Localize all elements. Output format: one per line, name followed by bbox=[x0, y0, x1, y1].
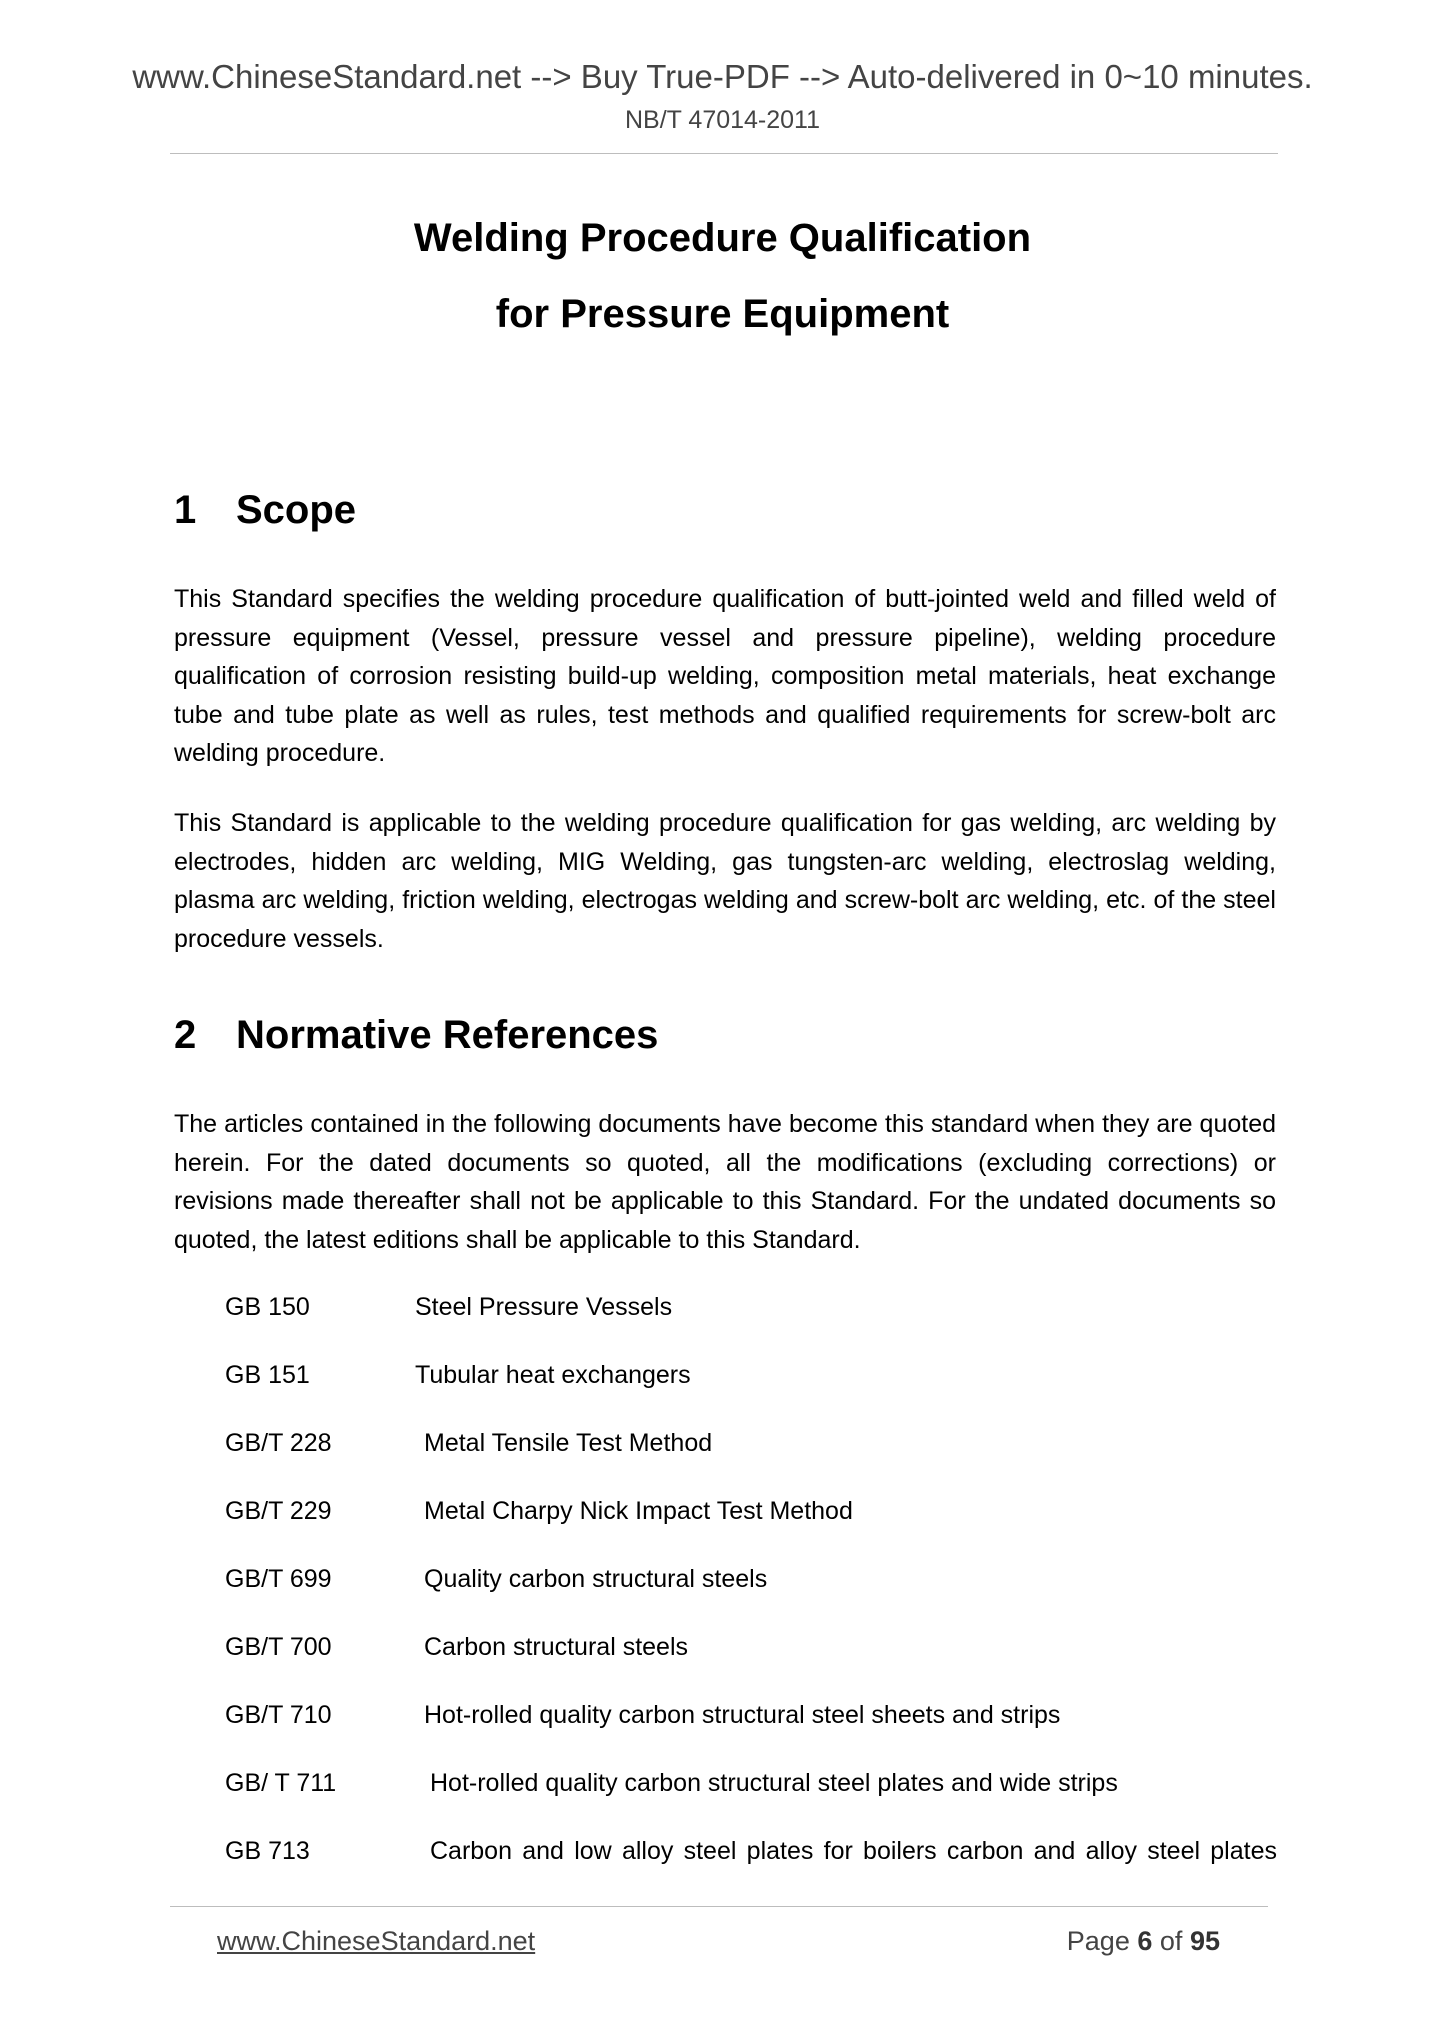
references-intro-paragraph: The articles contained in the following documents have become this standard when they are quoted herein. For the dated documents so quoted, all the modifications (excluding corrections) or revisions made thereafter shall not be applicable to this Standard. For the undated documents so quoted, the latest editions shall be applicable to this Standard. bbox=[174, 1110, 1276, 1254]
reference-item bbox=[225, 1630, 1277, 1664]
section-title: Scope bbox=[236, 488, 357, 532]
scope-paragraph-1: This Standard specifies the welding procedure qualification of butt-jointed weld and filled weld of pressure equipment (Vessel, pressure vessel and pressure pipeline), welding procedure qualification of corrosion resisting build-up welding, composition metal materials, heat exchange tube and tube plate as well as rules, test methods and qualified requirements for screw-bolt arc welding procedure. bbox=[174, 585, 1276, 767]
reference-title: Quality carbon structural steels bbox=[424, 1565, 768, 1593]
reference-title: Hot-rolled quality carbon structural steel sheets and strips bbox=[424, 1701, 1061, 1729]
document-number: NB/T 47014-2011 bbox=[624, 106, 821, 134]
reference-title: Metal Charpy Nick Impact Test Method bbox=[424, 1497, 853, 1525]
page-of: of bbox=[1159, 1926, 1183, 1956]
page-indicator bbox=[1067, 1926, 1220, 1957]
reference-code: GB/T 699 bbox=[225, 1565, 332, 1593]
section-heading-scope bbox=[174, 488, 356, 533]
reference-title: Carbon and low alloy steel plates for boilers carbon and alloy steel plates bbox=[430, 1837, 1277, 1865]
reference-item bbox=[225, 1494, 1277, 1528]
reference-code: GB 150 bbox=[225, 1293, 310, 1321]
page-total: 95 bbox=[1189, 1926, 1220, 1956]
reference-item bbox=[225, 1698, 1277, 1732]
reference-code: GB/T 700 bbox=[225, 1633, 332, 1661]
section-heading-normative-references bbox=[174, 1013, 658, 1058]
reference-code: GB/T 229 bbox=[225, 1497, 332, 1525]
reference-item bbox=[225, 1834, 1277, 1868]
reference-title: Hot-rolled quality carbon structural steel plates and wide strips bbox=[430, 1769, 1118, 1797]
footer-divider bbox=[170, 1906, 1268, 1907]
reference-item bbox=[225, 1562, 1277, 1596]
reference-code: GB 713 bbox=[225, 1837, 310, 1865]
page-prefix: Page bbox=[1066, 1926, 1130, 1956]
reference-title: Steel Pressure Vessels bbox=[415, 1293, 673, 1321]
footer-site-link[interactable]: www.ChineseStandard.net bbox=[217, 1926, 536, 1956]
reference-item bbox=[225, 1426, 1277, 1460]
section-number: 2 bbox=[174, 1013, 197, 1057]
header-divider bbox=[170, 153, 1278, 154]
reference-code: GB/ T 711 bbox=[225, 1769, 337, 1797]
reference-code: GB/T 228 bbox=[225, 1429, 332, 1457]
reference-code: GB 151 bbox=[225, 1361, 310, 1389]
scope-paragraph-2: This Standard is applicable to the welding procedure qualification for gas welding, arc welding by electrodes, hidden arc welding, MIG Welding, gas tungsten-arc welding, electroslag welding, plasma arc welding, friction welding, electrogas welding and screw-bolt arc welding, etc. of the steel procedure vessels. bbox=[174, 809, 1276, 953]
header-banner-link[interactable]: www.ChineseStandard.net --> Buy True-PDF --> Auto-delivered in 0~10 minutes. bbox=[132, 58, 1313, 95]
reference-item bbox=[225, 1766, 1277, 1800]
page-current: 6 bbox=[1137, 1926, 1153, 1956]
section-number: 1 bbox=[174, 488, 197, 532]
document-title-line-1: Welding Procedure Qualification bbox=[413, 216, 1032, 260]
reference-item bbox=[225, 1290, 1277, 1324]
reference-title: Tubular heat exchangers bbox=[415, 1361, 691, 1389]
reference-title: Metal Tensile Test Method bbox=[424, 1429, 713, 1457]
document-title-line-2: for Pressure Equipment bbox=[495, 292, 950, 336]
reference-item bbox=[225, 1358, 1277, 1392]
section-title: Normative References bbox=[236, 1013, 659, 1057]
reference-title: Carbon structural steels bbox=[424, 1633, 689, 1661]
reference-code: GB/T 710 bbox=[225, 1701, 332, 1729]
